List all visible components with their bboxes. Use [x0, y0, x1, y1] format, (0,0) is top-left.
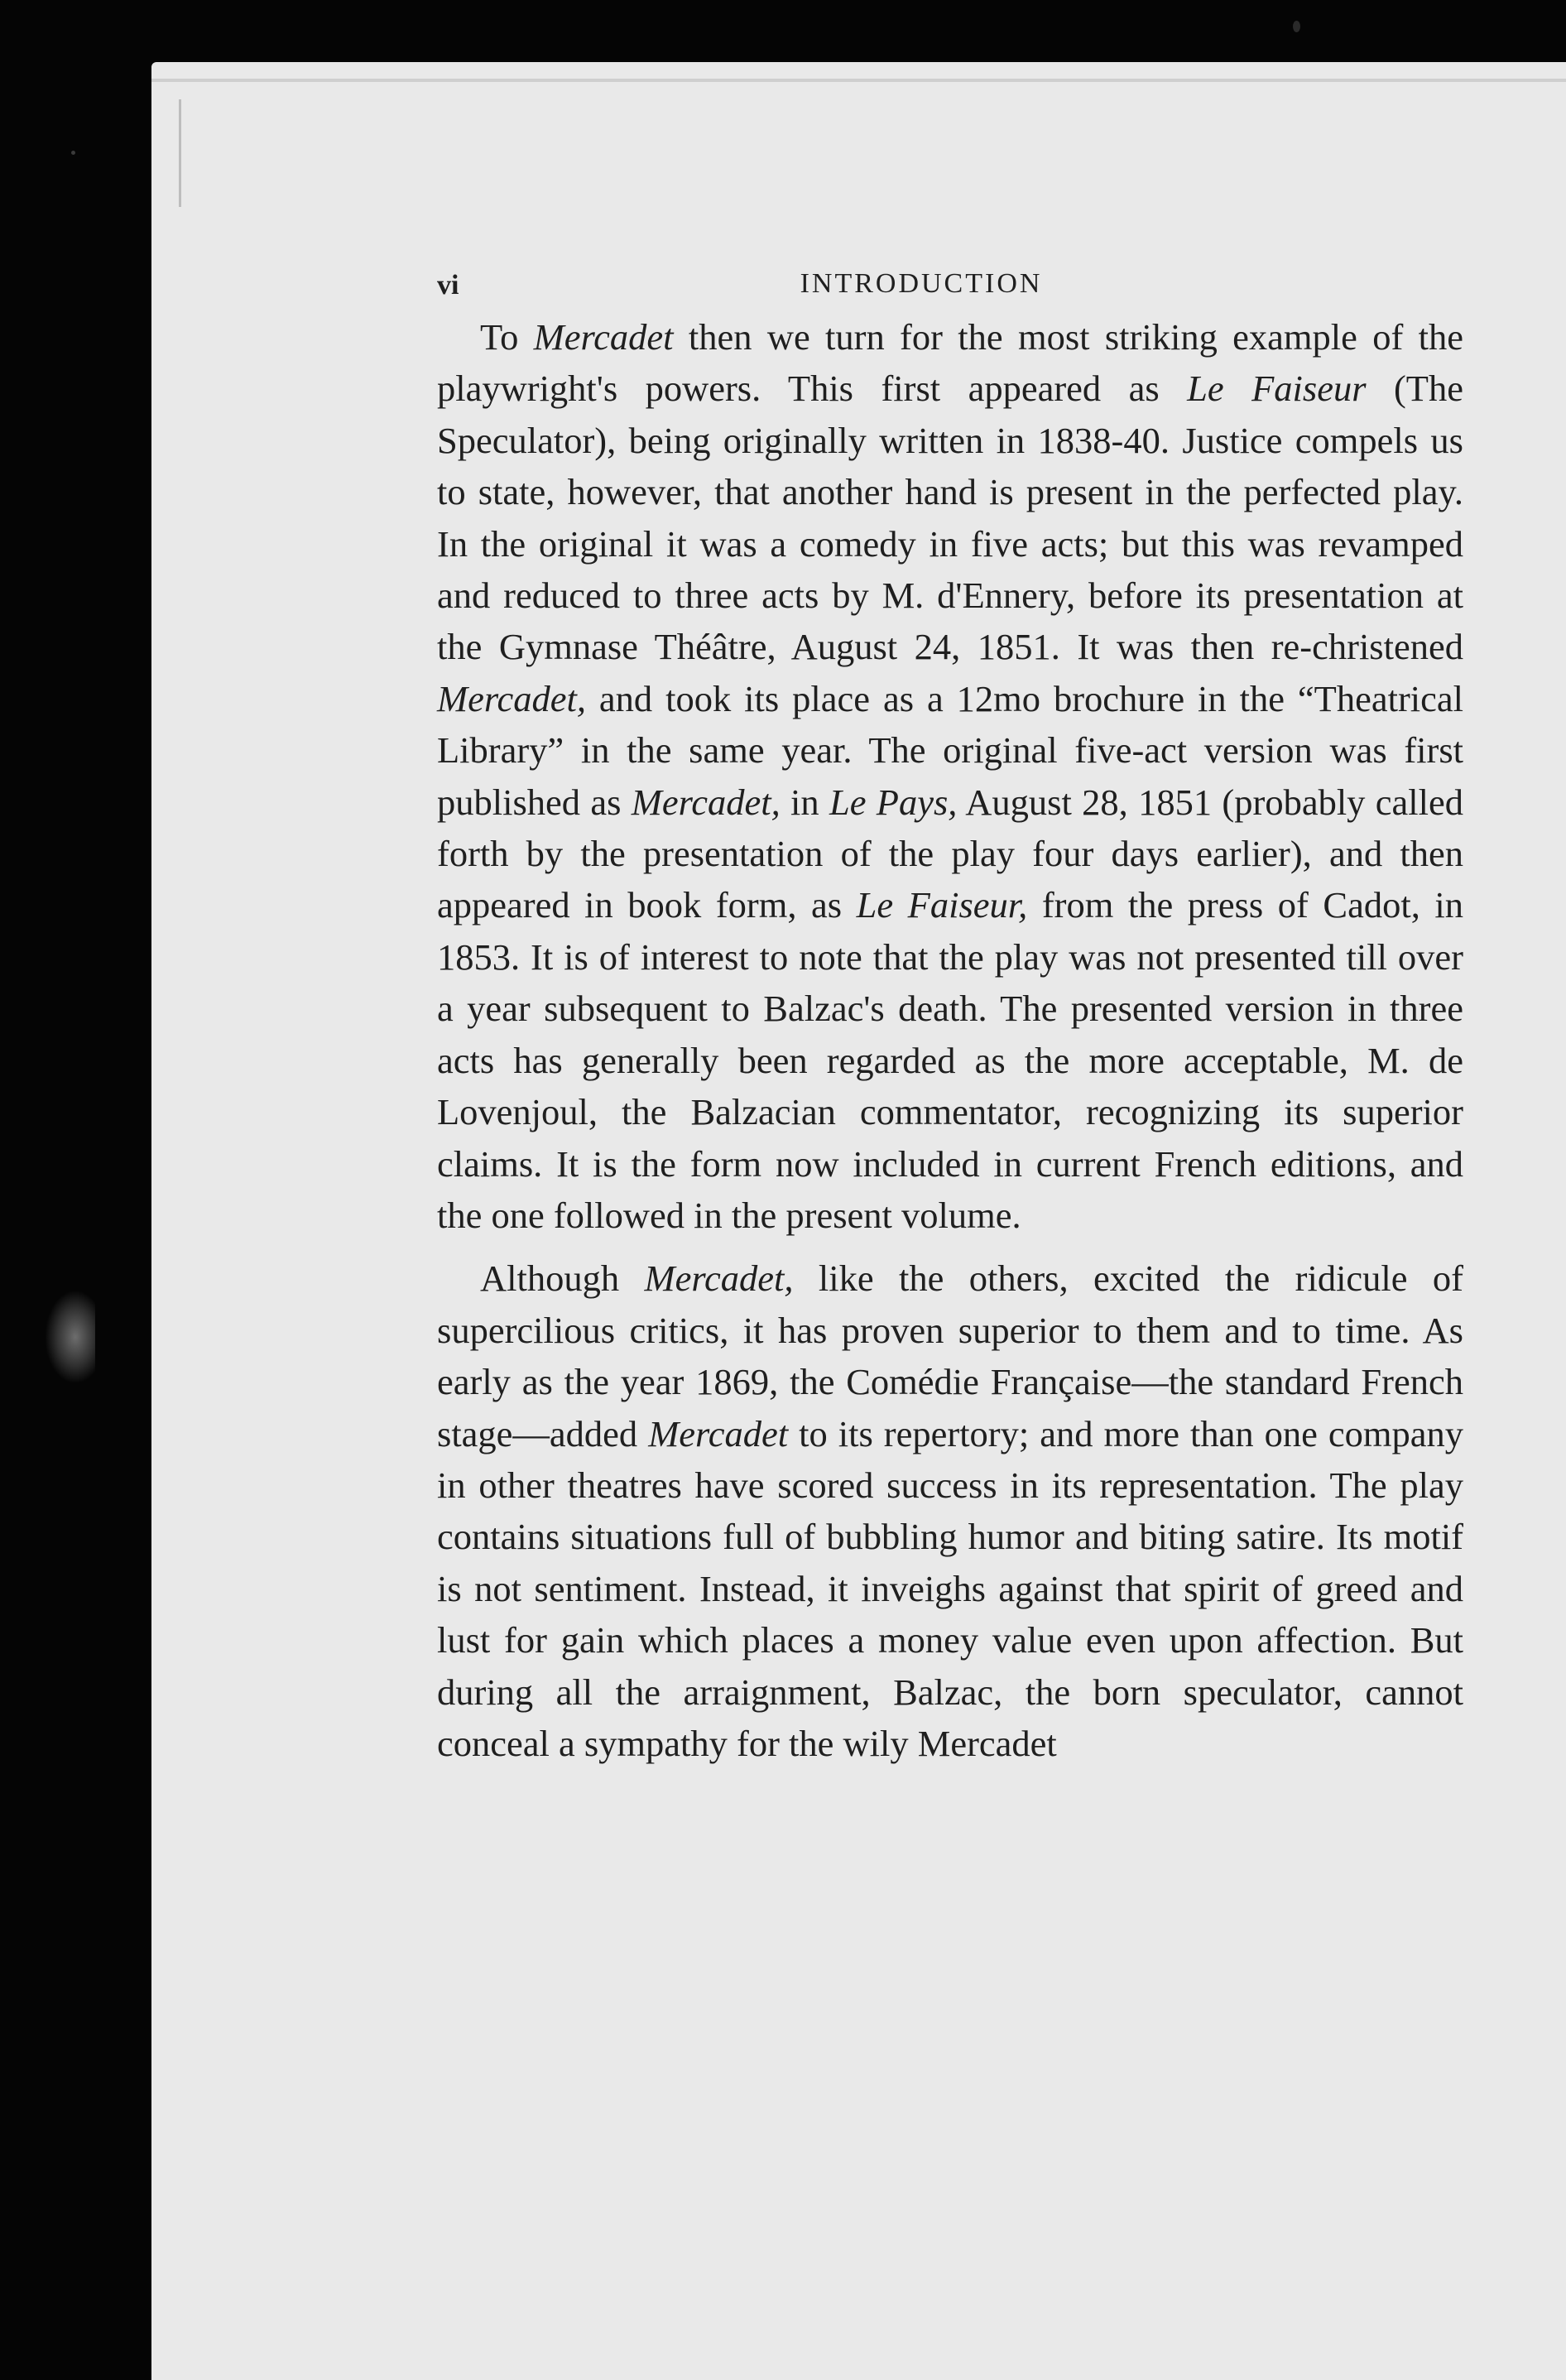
page-left-edge: [179, 99, 181, 207]
page-top-edge: [151, 79, 1566, 82]
page-text-block: [437, 265, 1463, 1769]
body-text: [437, 311, 1463, 1769]
page-number: vi: [437, 270, 459, 301]
binding-edge: [46, 1291, 95, 1382]
italic-title-text: Le Faiseur: [1187, 368, 1367, 410]
paragraph-text: August 28, 1851 (probably called forth by the presentation of the play four days earlier), and then appeared in book form, as: [437, 781, 1463, 926]
paragraph-text: from the press of Cadot, in 1853. It is of interest to note that the play was not presented till over a year subsequent to Balzac's death. The presented version in three acts has generally been regarded as the more acceptable, M. de Lovenjoul, the Balzacian commentator, recognizing its superior claims. It is the form now included in current French editions, and the one followed in the present volume.: [437, 884, 1463, 1236]
paragraph-text: then we turn for the most striking example of the playwright's powers. This first appeared as: [437, 316, 1464, 410]
dust-speck: [1293, 21, 1300, 32]
paragraph-text: like the others, excited the ridicule of supercilious critics, it has proven superior to them and to time. As early as the year 1869, the Comédie Française—the standard French stage—added: [437, 1257, 1464, 1454]
italic-title-text: Mercadet,: [631, 781, 781, 823]
running-head-title: INTRODUCTION: [800, 268, 1043, 299]
paragraph-text: (The Speculator), being originally written in 1838-40. Justice compels us to state, however, that another hand is present in the perfected play. In the original it was a comedy in five acts; but this was revamped and reduced to three acts by M. d'Ennery, before its presentation at the Gymnase Théâtre, August 24, 1851. It was then re-christened: [437, 368, 1463, 668]
italic-title-text: Le Pays,: [829, 781, 958, 823]
paragraph-text: to its repertory; and more than one company in other theatres have scored success in its representation. The play contains situations full of bubbling humor and biting satire. Its motif is not sentiment. Instead, it inveighs against that spirit of greed and lust for gain which places a money value even upon affection. But during all the arraignment, Balzac, the born speculator, cannot conceal a sympathy for the wily Mercadet: [437, 1412, 1464, 1764]
paragraph-text: in: [780, 781, 829, 823]
paragraph: [437, 311, 1463, 1241]
running-head: [437, 265, 1463, 311]
italic-title-text: Mercadet,: [437, 677, 586, 719]
italic-title-text: Mercadet: [533, 316, 674, 358]
dust-speck: [71, 151, 75, 155]
italic-title-text: Mercadet,: [644, 1257, 794, 1300]
italic-title-text: Mercadet: [648, 1412, 789, 1454]
paragraph-text: To: [480, 316, 534, 358]
italic-title-text: Le Faiseur,: [856, 884, 1028, 926]
paragraph-text: Although: [480, 1257, 645, 1300]
paragraph-text: and took its place as a 12mo brochure in the “Theatrical Library” in the same year. The original five-act version was first published as: [437, 677, 1463, 823]
paragraph: [437, 1253, 1463, 1769]
